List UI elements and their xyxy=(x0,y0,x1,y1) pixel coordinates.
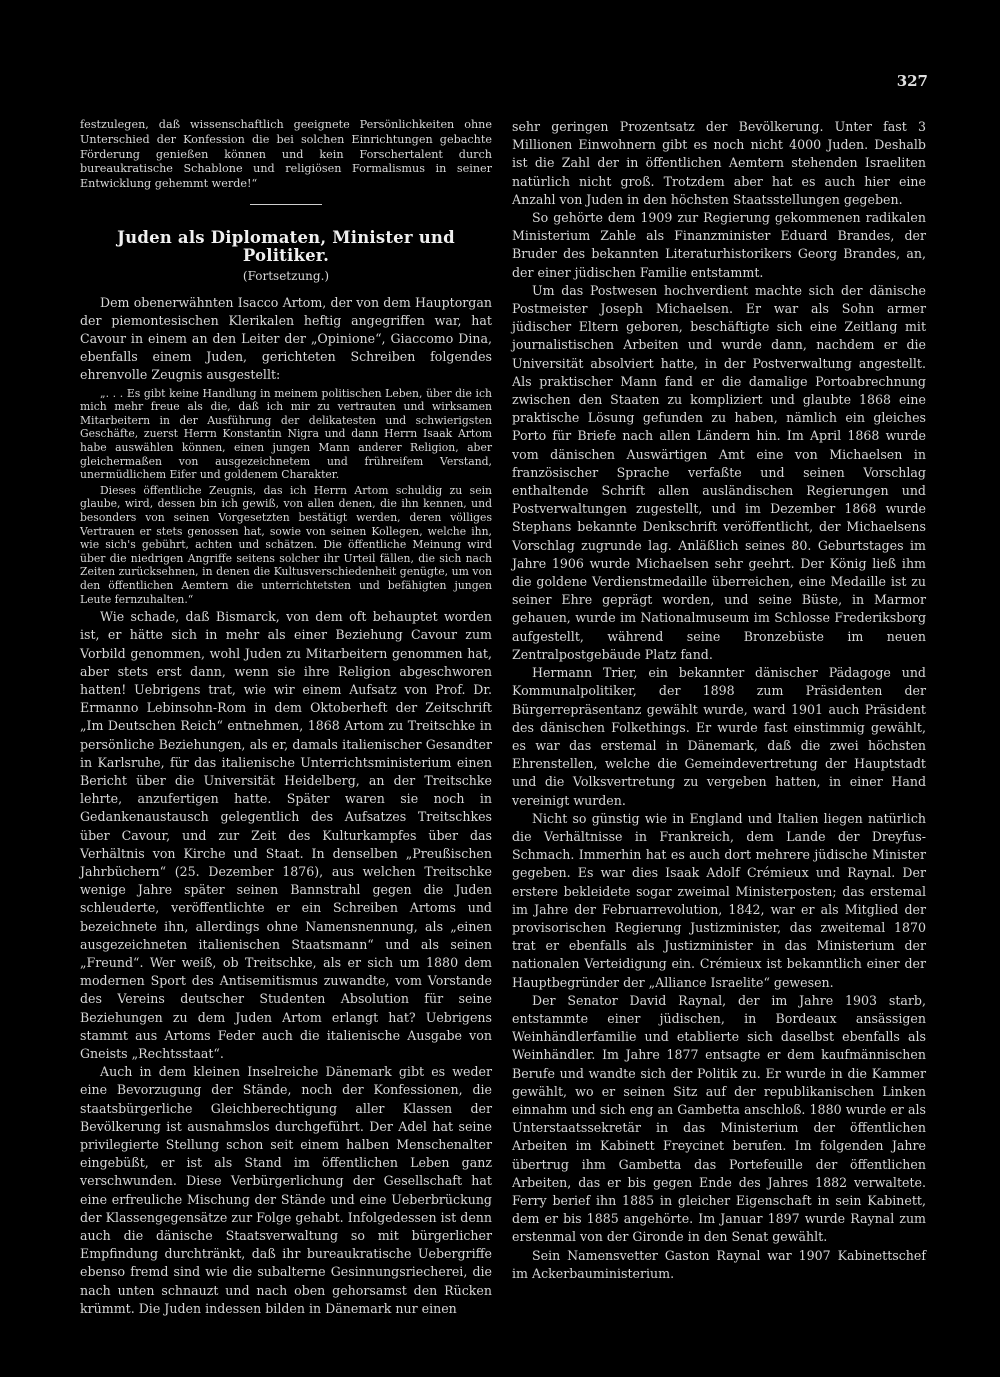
right-column xyxy=(512,118,926,1283)
body-paragraph: sehr geringen Prozentsatz der Bevölkerung. Unter fast 3 Millionen Einwohnern gibt es noch nicht 4000 Juden. Deshalb ist die Zahl der in öffentlichen Aemtern stehenden Israeliten natürlich nicht groß. Trotzdem aber hat es auch hier eine Anzahl von Juden in den höchsten Staatsstellungen gegeben. xyxy=(512,119,926,207)
body-paragraph: Hermann Trier, ein bekannter dänischer Pädagoge und Kommunalpolitiker, der 1898 zum Präsidenten der Bürgerrepräsentanz gewählt wurde, ward 1901 auch Präsident des dänischen Folkethings. Er wurde fast einstimmig gewählt, es war das erstemal in Dänemark, daß die zwei höchsten Ehrenstellen, welche die Gemeindevertretung der Hauptstadt und die Volksvertretung zu vergeben hatten, in einer Hand vereinigt wurden. xyxy=(512,665,926,808)
article-title: Juden als Diplomaten, Minister und Politiker. xyxy=(117,227,455,266)
body-paragraph: Um das Postwesen hochverdient machte sich der dänische Postmeister Joseph Michaelsen. Er war als Sohn armer jüdischer Eltern geboren, beschäftigte sich eine Zeitlang mit journalistischen Arbeiten und wurde dann, nachdem er die Universität absolviert hatte, in der Postverwaltung angestellt. Als praktischer Mann fand er die damalige Portoabrechnung zwischen den Staaten zu kompliziert und glaubte 1868 eine praktische Lösung gefunden zu haben, nämlich ein gleiches Porto für Briefe nach allen Ländern hin. Im April 1868 wurde vom dänischen Auswärtigen Amt eine von Michaelsen in französischer Sprache verfaßte und seinen Vorschlag enthaltende Schrift allen ausländischen Regierungen und Postverwaltungen zugestellt, und im Dezember 1868 wurde Stephans bekannte Denkschrift veröffentlicht, der Michaelsens Vorschlag zugrunde lag. Anläßlich seines 80. Geburtstages im Jahre 1906 wurde Michaelsen sehr geehrt. Der König ließ ihm die goldene Verdienstmedaille überreichen, eine Medaille ist zu seiner Ehre geprägt worden, und seine Büste, in Marmor gehauen, wurde im Nationalmuseum im Schlosse Frederiksborg aufgestellt, während seine Bronzebüste im neuen Zentralpostgebäude Platz fand. xyxy=(512,282,926,662)
quote-paragraph: „. . . Es gibt keine Handlung in meinem politischen Leben, über die ich mich mehr freue als die, daß ich mir zu vertrauten und wirksamen Mitarbeitern in der Ausführung der delikatesten und schwierigsten Geschäfte, zuerst Herrn Konstantin Nigra und dann Herrn Isaak Artom habe auswählen können, einen jungen Mann anderer Religion, aber gleichermaßen von ausgezeichnetem und frühreifem Verstand, unermüdlichem Eifer und goldenem Charakter. xyxy=(80,386,492,482)
body-paragraph: Der Senator David Raynal, der im Jahre 1903 starb, entstammte einer jüdischen, in Bordeaux ansässigen Weinhändlerfamilie und etablierte sich daselbst ebenfalls als Weinhändler. Im Jahre 1877 entsagte er dem kaufmännischen Berufe und wandte sich der Politik zu. Er wurde in die Kammer gewählt, wo er seinen Sitz auf der republikanischen Linken einnahm und sich eng an Gambetta anschloß. 1880 wurde er als Unterstaatssekretär in das Ministerium der öffentlichen Arbeiten im Kabinett Freycinet berufen. Im folgenden Jahre übertrug ihm Gambetta das Portefeuille der öffentlichen Arbeiten, das er bis gegen Ende des Jahres 1882 verwaltete. Ferry berief ihn 1885 in gleicher Eigenschaft in sein Kabinett, dem er bis 1885 angehörte. Im Januar 1897 wurde Raynal zum erstenmal von der Gironde in den Senat gewählt. xyxy=(512,992,926,1245)
body-paragraph: Wie schade, daß Bismarck, von dem oft behauptet worden ist, er hätte sich in mehr als einer Beziehung Cavour zum Vorbild genommen, wohl Juden zu Mitarbeitern genommen hat, aber stets erst dann, wenn sie ihre Religion abgeschworen hatten! Uebrigens trat, wie wir einem Aufsatz von Prof. Dr. Ermanno Lebinsohn-Rom in dem Oktoberheft der Zeitschrift „Im Deutschen Reich“ entnehmen, 1868 Artom zu Treitschke in persönliche Beziehungen, als er, damals italienischer Gesandter in Karlsruhe, für das italienische Unterrichtsministerium einen Bericht über die Universität Heidelberg, an der Treitschke lehrte, anzufertigen hatte. Später waren sie noch in Gedankenaustausch gelegentlich des Aufsatzes Treitschkes über Cavour, und zur Zeit des Kulturkampfes über das Verhältnis von Kirche und Staat. In denselben „Preußischen Jahrbüchern“ (25. Dezember 1876), aus welchen Treitschke wenige Jahre später seinen Bannstrahl gegen die Juden schleuderte, veröffentlichte er ein Schreiben Artoms und bezeichnete ihn, allerdings ohne Namensnennung, als „einen ausgezeichneten italienischen Staatsmann“ und als seinen „Freund“. Wer weiß, ob Treitschke, als er sich um 1880 dem modernen Sport des Antisemitismus zuwandte, vom Vorstande des Vereins deutscher Studenten Absolution für seine Beziehungen zu dem Juden Artom erlangt hat? Uebrigens stammt aus Artoms Feder auch die italienische Ausgabe von Gneists „Rechtsstaat“. xyxy=(80,609,492,1061)
quote-paragraph: Dieses öffentliche Zeugnis, das ich Herrn Artom schuldig zu sein glaube, wird, dessen bin ich gewiß, von allen denen, die ihn kennen, und besonders von seinen Vorgesetzten bestätigt werden, deren völliges Vertrauen er stets genossen hat, sowie von seinen Kollegen, welche ihn, wie sich's gebührt, achten und schätzen. Die öffentliche Meinung wird über die niedrigen Angriffe seitens solcher ihr Urteil fällen, die sich nach Zeiten zurücksehnen, in denen die Kultusverschiedenheit genügte, um von den öffentlichen Aemtern die unterrichtetsten und befähigten jungen Leute fernzuhalten.“ xyxy=(80,483,492,606)
body-paragraph: Sein Namensvetter Gaston Raynal war 1907 Kabinettschef im Ackerbauministerium. xyxy=(512,1247,926,1281)
article-subtitle: (Fortsetzung.) xyxy=(242,269,330,284)
page-number: 327 xyxy=(896,72,928,90)
section-divider xyxy=(250,204,322,205)
body-paragraph: So gehörte dem 1909 zur Regierung gekommenen radikalen Ministerium Zahle als Finanzminister Eduard Brandes, der Bruder des bekannten Literaturhistorikers Georg Brandes, an, der einer jüdischen Familie entstammt. xyxy=(512,210,926,280)
body-paragraph: Nicht so günstig wie in England und Italien liegen natürlich die Verhältnisse in Frankreich, dem Lande der Dreyfus-Schmach. Immerhin hat es auch dort mehrere jüdische Minister gegeben. Es war dies Isaak Adolf Crémieux und Raynal. Der erstere bekleidete sogar zweimal Ministerposten; das erstemal im Jahre der Februarrevolution, 1842, war er als Mitglied der provisorischen Regierung Justizminister, das zweitemal 1870 trat er ebenfalls als Justizminister in das Ministerium der nationalen Verteidigung ein. Crémieux ist bekanntlich einer der Hauptbegründer der „Alliance Israelite“ gewesen. xyxy=(512,810,926,990)
body-paragraph: Dem obenerwähnten Isacco Artom, der von dem Hauptorgan der piemontesischen Klerikalen heftig angegriffen war, hat Cavour in einem an den Leiter der „Opinione“, Giaccomo Dina, ebenfalls einem Juden, gerichteten Schreiben folgendes ehrenvolle Zeugnis ausgestellt: xyxy=(80,294,492,383)
left-column xyxy=(80,118,492,1318)
body-paragraph: Auch in dem kleinen Inselreiche Dänemark gibt es weder eine Bevorzugung der Stände, noch der Konfessionen, die staatsbürgerliche Gleichberechtigung aller Klassen der Bevölkerung ist ausnahmslos durchgeführt. Der Adel hat seine privilegierte Stellung schon seit einem halben Menschenalter eingebüßt, er ist als Stand im öffentlichen Leben ganz verschwunden. Diese Verbürgerlichung der Gesellschaft hat eine erfreuliche Mischung der Stände und eine Ueberbrückung der Klassengegensätze zur Folge gehabt. Infolgedessen ist denn auch die dänische Staatsverwaltung so mit bürgerlicher Empfindung durchtränkt, daß ihr bureaukratische Uebergriffe ebenso fremd sind wie die subalterne Gesinnungsriecherei, die nach unten schnauzt und nach oben gehorsamst den Rücken krümmt. Die Juden indessen bilden in Dänemark nur einen xyxy=(80,1064,492,1316)
intro-paragraph: festzulegen, daß wissenschaftlich geeignete Persönlichkeiten ohne Unterschied der Konfession die bei solchen Einrichtungen gebachte Förderung genießen können und kein Forschertalent durch bureaukratische Schablone und religiösen Formalismus in seiner Entwicklung gehemmt werde!“ xyxy=(80,118,492,191)
